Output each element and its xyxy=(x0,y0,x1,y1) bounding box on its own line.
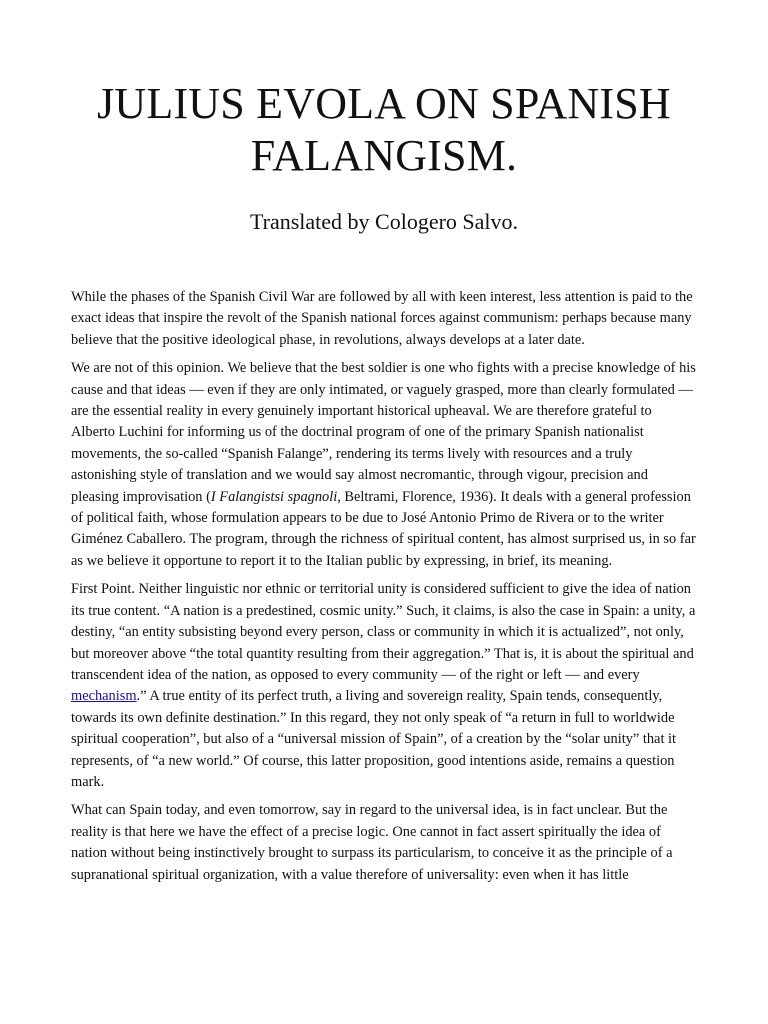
title-line-2: FALANGISM. xyxy=(250,131,518,180)
document-body xyxy=(71,287,697,893)
paragraph-1: While the phases of the Spanish Civil War are followed by all with keen interest, less attention is paid to the exact ideas that inspire the revolt of the Spanish national forces against communism: perhaps because many believe that the positive ideological phase, in revolutions, always develops at a later date. xyxy=(71,289,693,348)
paragraph-3-text-b: .” A true entity of its perfect truth, a living and sovereign reality, Spain tends, consequently, towards its own definite destination.” In this regard, they not only speak of “a return in full to worldwide spiritual cooperation”, but also of a “universal mission of Spain”, of a creation by the “solar unity” that it represents, of “a new world.” Of course, this latter proposition, good intentions aside, remains a question mark. xyxy=(71,688,677,790)
document-subtitle: Translated by Cologero Salvo. xyxy=(249,209,519,234)
paragraph-3 xyxy=(71,579,697,793)
mechanism-link[interactable]: mechanism xyxy=(71,688,137,705)
paragraph-2-text-a: We are not of this opinion. We believe that the best soldier is one who fights with a precise knowledge of his cause and that ideas — even if they are only intimated, or vaguely grasped, more than clearly formulated — are the essential reality in every genuinely important historical upheaval. We are therefore grateful to Alberto Luchini for informing us of the doctrinal program of one of the primary Spanish nationalist movements, the so-called “Spanish Falange”, rendering its terms lively with resources and a truly astonishing style of translation and we would say almost necromantic, through vigour, precision and pleasing improvisation ( xyxy=(71,360,696,505)
book-title: I Falangistsi spagnoli xyxy=(210,488,338,505)
paragraph-4: What can Spain today, and even tomorrow, say in regard to the universal idea, is in fact unclear. But the reality is that here we have the effect of a precise logic. One cannot in fact assert spiritually the idea of nation without being instinctively brought to surpass its particularism, to conceive it as the principle of a supranational spiritual organization, with a value therefore of universality: even when it has little xyxy=(71,802,673,883)
title-line-1: JULIUS EVOLA ON SPANISH xyxy=(97,79,671,128)
paragraph-2 xyxy=(71,358,697,572)
document-title xyxy=(40,78,728,182)
paragraph-2-text-b: , Beltrami, Florence, 1936). It deals with a general profession of political faith, whose formulation appears to be due to José Antonio Primo de Rivera or to the writer Giménez Caballero. The program, through the richness of spiritual content, has almost surprised us, in so far as we believe it opportune to report it to the Italian public by expressing, in brief, its meaning. xyxy=(71,488,696,569)
paragraph-3-text-a: First Point. Neither linguistic nor ethnic or territorial unity is considered sufficient to give the idea of nation its true content. “A nation is a predestined, cosmic unity.” Such, it claims, is also the case in Spain: a unity, a destiny, “an entity subsisting beyond every person, class or community in which it is actualized”, not only, but moreover above “the total quantity resulting from their aggregation.” That is, it is about the spiritual and transcendent idea of the nation, as opposed to every community — of the right or left — and every xyxy=(71,581,696,683)
